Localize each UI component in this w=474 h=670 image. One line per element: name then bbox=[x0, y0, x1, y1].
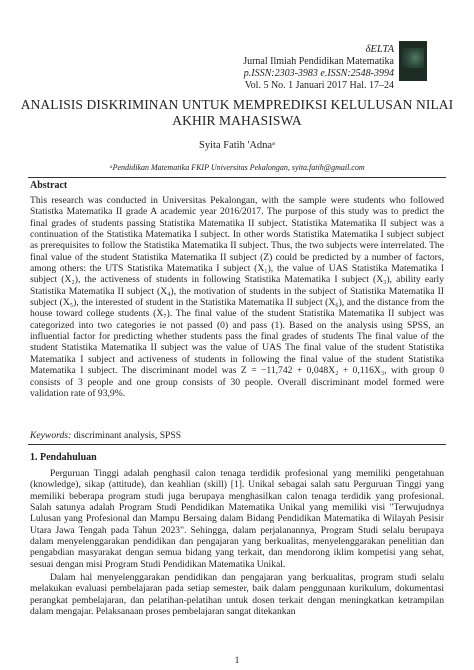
journal-volume: Vol. 5 No. 1 Januari 2017 Hal. 17–24 bbox=[244, 80, 394, 91]
paper-title-line2: AKHIR MAHASISWA bbox=[172, 113, 302, 128]
intro-paragraph-2: Dalam hal menyelenggarakan pendidikan dan pengajaran yang berkualitas, program studi selalu melakukan evaluasi pembelajaran pada setiap semester, baik dalam penggunaan kurikulum, dokumentasi perangkat pembelajaran, dan pelatihan-pelatihan untuk dosen terkait dengan meningkatkan ketrampilan dalam mengajar. Pelaksanaan proses pembelajaran sangat ditekankan bbox=[30, 572, 444, 618]
page-number: 1 bbox=[234, 655, 240, 666]
journal-issn: p.ISSN:2303-3983 e.ISSN:2548-3994 bbox=[243, 68, 394, 79]
keywords-label: Keywords: bbox=[30, 430, 72, 441]
keywords-value: discriminant analysis, SPSS bbox=[73, 430, 182, 441]
journal-abbrev: δELTA bbox=[365, 44, 394, 55]
paper-title bbox=[0, 97, 474, 129]
abstract-top-rule bbox=[28, 177, 446, 178]
journal-header bbox=[243, 44, 394, 92]
abstract-body: This research was conducted in Universitas Pekalongan, with the sample were students who followed Statistka Matematika II grade A academic year 2016/2017. The purpose of this study was to predict the final grades of students passing Statistika Matematika II subject. Statistika Matematika II subject was a continuation of the Statistika Matematika I subject. In other words Statistika Matematika I subject subject as prerequisites to follow the Statistika Matematika II subject. Thus, the two subjects were interrelated. The final value of the student Statistika Matematika II subject (Z) could be predicted by a number of factors, among others: the UTS Statistika Matematika I subject (X₁), the value of UAS Statistika Matematika I subject (X₂), the activeness of students in following Statistika Matematika I subject (X₃), ability early Statistika Matematika II subject (X₄), the motivation of students in the subject of Statistika Matematika II subject (X₅), the interested of student in the Statistika Matematika II subject (X₆), and the distance from the house toward college students (X₇). The final value of the student Statistika Matematika II subject was categorized into two categories ie not passed (0) and pass (1). Based on the analysis using SPSS, an influential factor for predicting whether students pass the final grades of students The final value of the student Statistika Matematika II subject was the value of UAS The final value of the student Statistika Matematika I subject and activeness of students in following the final value of the student Statistika Matematika I subject. The discriminant model was Z = −11,742 + 0,048X₂ + 0,116X₃, with group 0 consists of 3 people and one group consists of 30 people. Overall discriminant model formed were validation rate of 93,9%. bbox=[30, 195, 444, 399]
paper-affiliation: ᵃPendidikan Matematika FKIP Universitas Pekalongan, syita.fatih@gmail.com bbox=[109, 163, 365, 172]
paper-title-line1: ANALISIS DISKRIMINAN UNTUK MEMPREDIKSI KELULUSAN NILAI bbox=[20, 97, 454, 112]
abstract-heading: Abstract bbox=[30, 180, 68, 191]
section-heading: 1. Pendahuluan bbox=[30, 452, 97, 463]
abstract-bottom-rule bbox=[28, 444, 446, 445]
journal-cover-thumbnail bbox=[399, 41, 427, 81]
paper-author: Syita Fatih 'Adnaᵃ bbox=[199, 140, 275, 151]
intro-paragraph-1: Perguruan Tinggi adalah penghasil calon tenaga terdidik profesional yang memiliki pengetahuan (knowledge), sikap (attitude), dan keahlian (skill) [1]. Unikal sebagai salah satu Perguruan Tinggi yang memiliki beberapa program studi juga berupaya menghasilkan calon tenaga terdidik yang profesional. Salah satunya adalah Program Studi Pendidikan Matematika Unikal yang memiliki visi "Terwujudnya Lulusan yang Profesional dan Mampu Bersaing dalam Bidang Pendidikan Matematika di Wilayah Pesisir Utara Jawa Tengah pada Tahun 2023". Sehingga, dalam perjalanannya, Program Studi selalu berupaya dalam menyelenggarakan pendidikan dan pengajaran yang berkualitas, menyelenggarakan penelitian dan pengabdian masyarakat dengan semua bidang yang terkait, dan mendorong iklim kompetisi yang sehat, sesuai dengan misi Program Studi Pendidikan Matematika Unikal. bbox=[30, 468, 444, 570]
keywords-line bbox=[30, 430, 444, 441]
journal-name: Jurnal Ilmiah Pendidikan Matematika bbox=[243, 56, 394, 67]
